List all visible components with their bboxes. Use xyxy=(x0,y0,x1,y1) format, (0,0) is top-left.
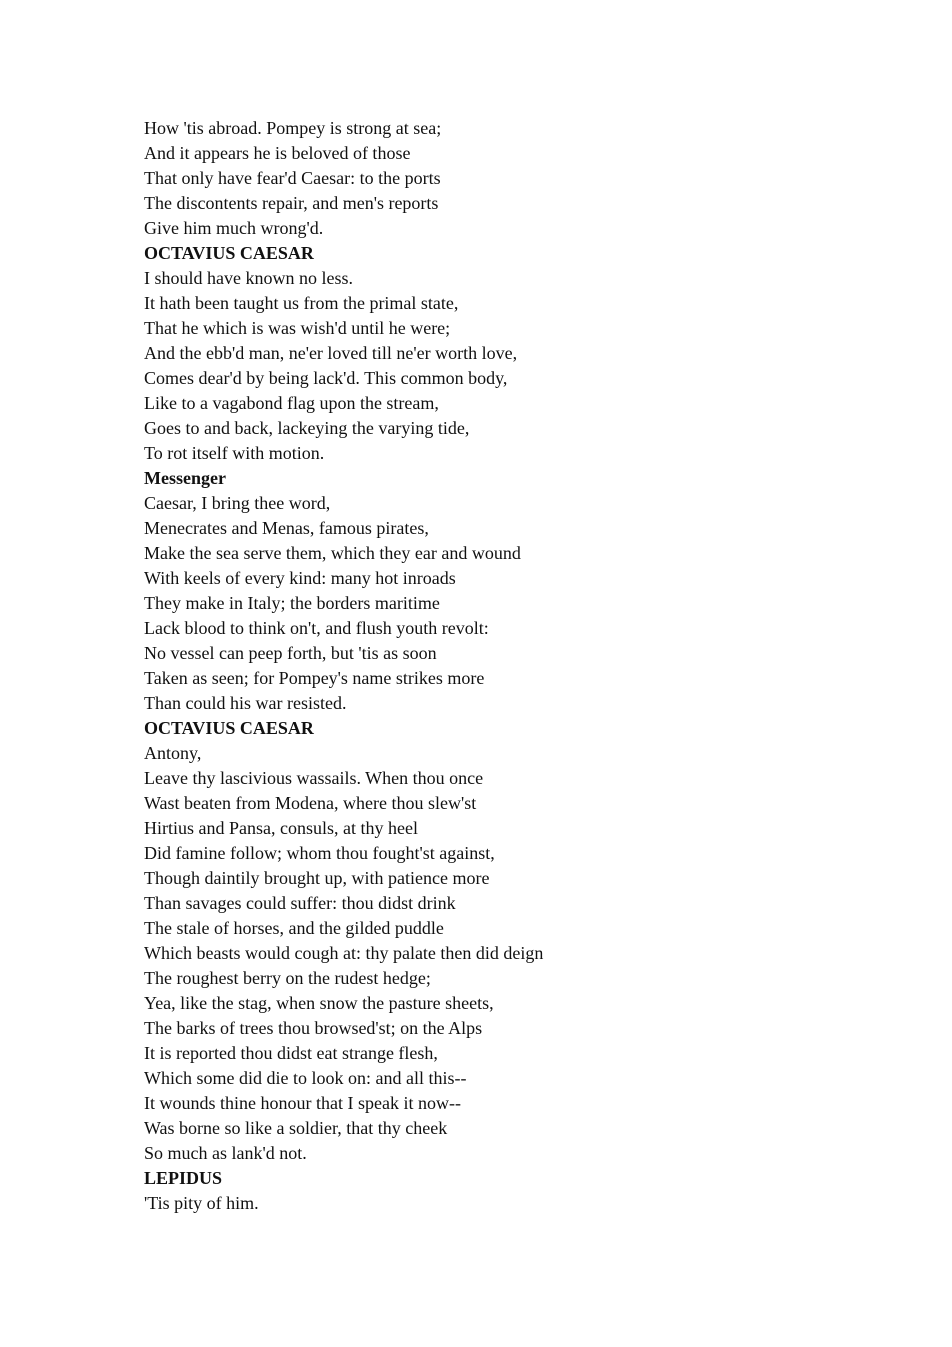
verse-line: Antony, xyxy=(144,743,202,763)
verse-line: Did famine follow; whom thou fought'st against, xyxy=(144,843,495,863)
verse-line: Taken as seen; for Pompey's name strikes more xyxy=(144,668,485,688)
verse-line: How 'tis abroad. Pompey is strong at sea; xyxy=(144,118,442,138)
verse-line: And it appears he is beloved of those xyxy=(144,143,411,163)
verse-line: Though daintily brought up, with patience more xyxy=(144,868,490,888)
verse-line: Caesar, I bring thee word, xyxy=(144,493,331,513)
verse-line: Than could his war resisted. xyxy=(144,693,347,713)
verse-line: So much as lank'd not. xyxy=(144,1143,307,1163)
verse-line: Comes dear'd by being lack'd. This common body, xyxy=(144,368,508,388)
verse-line: Wast beaten from Modena, where thou slew'st xyxy=(144,793,477,813)
verse-line: It hath been taught us from the primal state, xyxy=(144,293,459,313)
verse-line: They make in Italy; the borders maritime xyxy=(144,593,440,613)
verse-line: Which beasts would cough at: thy palate then did deign xyxy=(144,943,544,963)
play-text xyxy=(144,116,904,1216)
verse-line: It wounds thine honour that I speak it now-- xyxy=(144,1093,461,1113)
verse-line: Than savages could suffer: thou didst drink xyxy=(144,893,456,913)
verse-line: And the ebb'd man, ne'er loved till ne'er worth love, xyxy=(144,343,518,363)
verse-line: Like to a vagabond flag upon the stream, xyxy=(144,393,439,413)
verse-line: 'Tis pity of him. xyxy=(144,1193,259,1213)
verse-line: Lack blood to think on't, and flush youth revolt: xyxy=(144,618,489,638)
verse-line: Menecrates and Menas, famous pirates, xyxy=(144,518,429,538)
verse-line: Hirtius and Pansa, consuls, at thy heel xyxy=(144,818,418,838)
verse-line: It is reported thou didst eat strange flesh, xyxy=(144,1043,438,1063)
verse-line: Yea, like the stag, when snow the pasture sheets, xyxy=(144,993,494,1013)
verse-line: To rot itself with motion. xyxy=(144,443,325,463)
verse-line: Leave thy lascivious wassails. When thou once xyxy=(144,768,484,788)
verse-line: That only have fear'd Caesar: to the ports xyxy=(144,168,441,188)
speaker-name: Messenger xyxy=(144,468,226,488)
verse-line: Give him much wrong'd. xyxy=(144,218,324,238)
speaker-name: OCTAVIUS CAESAR xyxy=(144,718,314,738)
verse-line: The roughest berry on the rudest hedge; xyxy=(144,968,431,988)
verse-line: Goes to and back, lackeying the varying tide, xyxy=(144,418,470,438)
speaker-name: LEPIDUS xyxy=(144,1168,223,1188)
verse-line: With keels of every kind: many hot inroads xyxy=(144,568,456,588)
verse-line: Was borne so like a soldier, that thy cheek xyxy=(144,1118,448,1138)
verse-line: The barks of trees thou browsed'st; on the Alps xyxy=(144,1018,483,1038)
verse-line: The stale of horses, and the gilded puddle xyxy=(144,918,444,938)
speaker-name: OCTAVIUS CAESAR xyxy=(144,243,314,263)
verse-line: I should have known no less. xyxy=(144,268,353,288)
verse-line: That he which is was wish'd until he were; xyxy=(144,318,451,338)
verse-line: Which some did die to look on: and all this-- xyxy=(144,1068,467,1088)
verse-line: No vessel can peep forth, but 'tis as soon xyxy=(144,643,437,663)
verse-line: The discontents repair, and men's reports xyxy=(144,193,439,213)
verse-line: Make the sea serve them, which they ear and wound xyxy=(144,543,521,563)
